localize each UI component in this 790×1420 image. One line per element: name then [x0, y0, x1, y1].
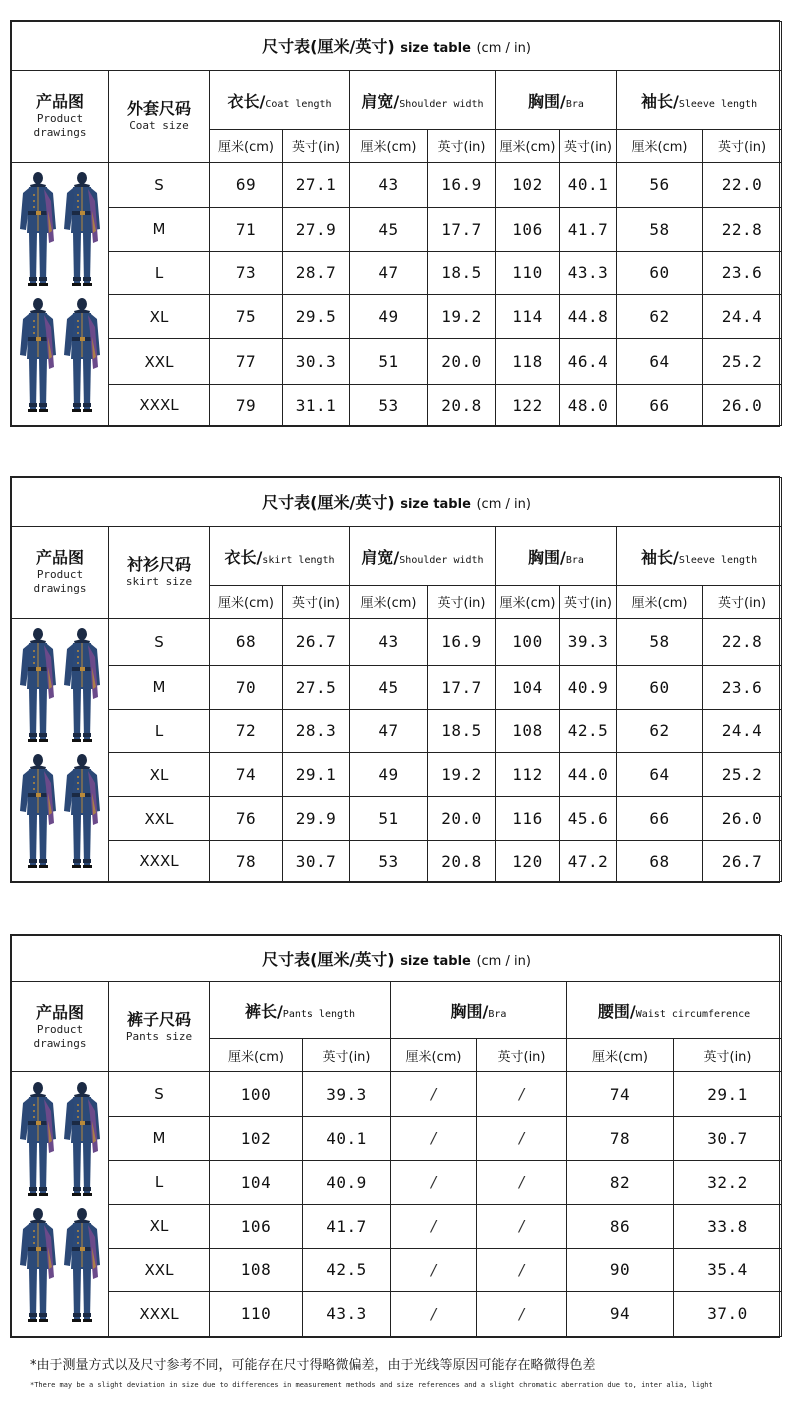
table-row [12, 1160, 782, 1204]
value-cell: 60 [617, 251, 703, 295]
value-cell: 29.9 [283, 797, 350, 841]
value-cell: 53 [350, 841, 428, 882]
value-cell: 40.9 [560, 665, 617, 709]
value-cell: 82 [567, 1160, 674, 1204]
col-header-skirt-length: 衣长/skirt length [210, 526, 350, 585]
value-cell: 72 [210, 709, 283, 753]
value-cell: 27.1 [283, 162, 350, 207]
value-cell: 17.7 [428, 665, 496, 709]
unit-cm: 厘米(cm) [496, 130, 560, 163]
value-cell: 118 [496, 339, 560, 385]
table-title: 尺寸表(厘米/英寸) size table (cm / in) [12, 478, 782, 527]
value-cell: 44.8 [560, 295, 617, 339]
unit-in: 英寸(in) [303, 1039, 391, 1072]
unit-cm: 厘米(cm) [391, 1039, 477, 1072]
value-cell: 102 [210, 1117, 303, 1160]
table-row [12, 665, 782, 709]
value-cell: 32.2 [674, 1160, 782, 1204]
value-cell: 30.7 [674, 1117, 782, 1160]
value-cell: 58 [617, 618, 703, 665]
value-cell: 106 [210, 1204, 303, 1248]
value-cell: 43.3 [560, 251, 617, 295]
value-cell: 46.4 [560, 339, 617, 385]
size-label: L [109, 1160, 210, 1204]
unit-in: 英寸(in) [283, 130, 350, 163]
value-cell: 64 [617, 753, 703, 797]
value-cell: 22.8 [703, 207, 782, 251]
value-cell: 112 [496, 753, 560, 797]
size-table-pants [10, 934, 780, 1338]
value-cell: 110 [496, 251, 560, 295]
table-row [12, 385, 782, 426]
value-cell: 26.0 [703, 385, 782, 426]
unit-cm: 厘米(cm) [210, 586, 283, 619]
footnote-cn: *由于测量方式以及尺寸参考不同，可能存在尺寸得略微偏差，由于光线等原因可能存在略微得色差 [30, 1358, 596, 1373]
value-cell: 16.9 [428, 618, 496, 665]
value-cell: / [477, 1204, 567, 1248]
value-cell: 25.2 [703, 339, 782, 385]
table-row [12, 1117, 782, 1160]
col-header-sleeve-length: 袖长/Sleeve length [617, 526, 782, 585]
value-cell: 33.8 [674, 1204, 782, 1248]
value-cell: 20.8 [428, 841, 496, 882]
value-cell: 30.7 [283, 841, 350, 882]
size-table-coat [10, 20, 780, 427]
unit-in: 英寸(in) [428, 130, 496, 163]
value-cell: 26.7 [283, 618, 350, 665]
table-row [12, 797, 782, 841]
col-header-coat-length: 衣长/Coat length [210, 70, 350, 129]
size-label: XL [109, 295, 210, 339]
unit-in: 英寸(in) [703, 586, 782, 619]
table-row [12, 1291, 782, 1336]
value-cell: 77 [210, 339, 283, 385]
value-cell: 86 [567, 1204, 674, 1248]
value-cell: 69 [210, 162, 283, 207]
table-title: 尺寸表(厘米/英寸) size table (cm / in) [12, 22, 782, 71]
footnote-en: *There may be a slight deviation in size due to differences in measurement methods and size references and a slight chromatic aberration due to, inter alia, light [30, 1381, 713, 1389]
value-cell: 28.7 [283, 251, 350, 295]
value-cell: / [477, 1117, 567, 1160]
unit-cm: 厘米(cm) [210, 1039, 303, 1072]
value-cell: 110 [210, 1291, 303, 1336]
value-cell: / [477, 1072, 567, 1117]
table-row [12, 251, 782, 295]
value-cell: 28.3 [283, 709, 350, 753]
value-cell: 42.5 [303, 1248, 391, 1291]
value-cell: 22.0 [703, 162, 782, 207]
value-cell: 42.5 [560, 709, 617, 753]
value-cell: 45 [350, 665, 428, 709]
size-header: 裤子尺码 Pants size [109, 982, 210, 1072]
value-cell: 74 [567, 1072, 674, 1117]
value-cell: 25.2 [703, 753, 782, 797]
value-cell: 78 [210, 841, 283, 882]
value-cell: 20.0 [428, 339, 496, 385]
value-cell: 39.3 [560, 618, 617, 665]
product-image [12, 162, 109, 425]
value-cell: / [391, 1160, 477, 1204]
product-image [12, 618, 109, 881]
col-header-shoulder-width: 肩宽/Shoulder width [350, 70, 496, 129]
unit-in: 英寸(in) [477, 1039, 567, 1072]
size-label: M [109, 665, 210, 709]
value-cell: 78 [567, 1117, 674, 1160]
value-cell: 40.1 [560, 162, 617, 207]
size-label: XXL [109, 1248, 210, 1291]
unit-cm: 厘米(cm) [567, 1039, 674, 1072]
size-label: XXL [109, 797, 210, 841]
size-header: 衬衫尺码 skirt size [109, 526, 210, 618]
value-cell: 100 [210, 1072, 303, 1117]
table-row [12, 207, 782, 251]
value-cell: 47 [350, 251, 428, 295]
value-cell: 19.2 [428, 753, 496, 797]
value-cell: 40.9 [303, 1160, 391, 1204]
size-label: XL [109, 753, 210, 797]
value-cell: 43 [350, 618, 428, 665]
value-cell: 71 [210, 207, 283, 251]
value-cell: 60 [617, 665, 703, 709]
value-cell: / [391, 1204, 477, 1248]
value-cell: 23.6 [703, 251, 782, 295]
value-cell: 19.2 [428, 295, 496, 339]
value-cell: 26.0 [703, 797, 782, 841]
value-cell: 45.6 [560, 797, 617, 841]
value-cell: 41.7 [560, 207, 617, 251]
size-label: M [109, 1117, 210, 1160]
value-cell: 47 [350, 709, 428, 753]
col-header-bra: 胸围/Bra [496, 70, 617, 129]
value-cell: 108 [210, 1248, 303, 1291]
size-table-shirt [10, 476, 780, 883]
value-cell: 40.1 [303, 1117, 391, 1160]
value-cell: 16.9 [428, 162, 496, 207]
value-cell: 122 [496, 385, 560, 426]
value-cell: 68 [210, 618, 283, 665]
value-cell: 43 [350, 162, 428, 207]
value-cell: / [391, 1248, 477, 1291]
unit-in: 英寸(in) [560, 130, 617, 163]
value-cell: 74 [210, 753, 283, 797]
value-cell: 45 [350, 207, 428, 251]
value-cell: / [477, 1248, 567, 1291]
table-row [12, 339, 782, 385]
value-cell: 49 [350, 753, 428, 797]
size-label: XXXL [109, 841, 210, 882]
value-cell: / [391, 1117, 477, 1160]
col-header-sleeve-length: 袖长/Sleeve length [617, 70, 782, 129]
value-cell: 114 [496, 295, 560, 339]
table-row [12, 1248, 782, 1291]
unit-in: 英寸(in) [428, 586, 496, 619]
value-cell: 66 [617, 797, 703, 841]
table-row [12, 1072, 782, 1117]
unit-in: 英寸(in) [674, 1039, 782, 1072]
value-cell: / [477, 1291, 567, 1336]
value-cell: 18.5 [428, 251, 496, 295]
value-cell: 90 [567, 1248, 674, 1291]
col-header-waist: 腰围/Waist circumference [567, 982, 782, 1039]
value-cell: 18.5 [428, 709, 496, 753]
product-drawings-header: 产品图 Product drawings [12, 526, 109, 618]
value-cell: 108 [496, 709, 560, 753]
value-cell: 102 [496, 162, 560, 207]
value-cell: 22.8 [703, 618, 782, 665]
col-header-bra: 胸围/Bra [391, 982, 567, 1039]
size-label: L [109, 251, 210, 295]
table-row [12, 709, 782, 753]
value-cell: 44.0 [560, 753, 617, 797]
value-cell: 27.9 [283, 207, 350, 251]
value-cell: 39.3 [303, 1072, 391, 1117]
value-cell: 79 [210, 385, 283, 426]
size-label: S [109, 1072, 210, 1117]
value-cell: 51 [350, 797, 428, 841]
value-cell: 17.7 [428, 207, 496, 251]
value-cell: 66 [617, 385, 703, 426]
table-row [12, 295, 782, 339]
value-cell: 24.4 [703, 295, 782, 339]
value-cell: 75 [210, 295, 283, 339]
value-cell: 68 [617, 841, 703, 882]
table-row [12, 618, 782, 665]
table-row [12, 841, 782, 882]
table-row [12, 753, 782, 797]
unit-cm: 厘米(cm) [496, 586, 560, 619]
value-cell: 26.7 [703, 841, 782, 882]
value-cell: 73 [210, 251, 283, 295]
value-cell: 94 [567, 1291, 674, 1336]
value-cell: 49 [350, 295, 428, 339]
table-title: 尺寸表(厘米/英寸) size table (cm / in) [12, 936, 782, 982]
value-cell: 58 [617, 207, 703, 251]
value-cell: 24.4 [703, 709, 782, 753]
value-cell: 20.8 [428, 385, 496, 426]
value-cell: 104 [496, 665, 560, 709]
value-cell: 53 [350, 385, 428, 426]
value-cell: 104 [210, 1160, 303, 1204]
value-cell: 62 [617, 295, 703, 339]
col-header-shoulder-width: 肩宽/Shoulder width [350, 526, 496, 585]
unit-cm: 厘米(cm) [210, 130, 283, 163]
value-cell: 43.3 [303, 1291, 391, 1336]
value-cell: 62 [617, 709, 703, 753]
unit-cm: 厘米(cm) [617, 130, 703, 163]
size-label: XXXL [109, 385, 210, 426]
unit-in: 英寸(in) [703, 130, 782, 163]
value-cell: 35.4 [674, 1248, 782, 1291]
value-cell: / [391, 1072, 477, 1117]
value-cell: 29.5 [283, 295, 350, 339]
value-cell: 30.3 [283, 339, 350, 385]
value-cell: 37.0 [674, 1291, 782, 1336]
unit-cm: 厘米(cm) [350, 586, 428, 619]
unit-cm: 厘米(cm) [350, 130, 428, 163]
value-cell: 27.5 [283, 665, 350, 709]
unit-in: 英寸(in) [283, 586, 350, 619]
value-cell: / [477, 1160, 567, 1204]
value-cell: 106 [496, 207, 560, 251]
size-label: XXL [109, 339, 210, 385]
value-cell: 48.0 [560, 385, 617, 426]
value-cell: 116 [496, 797, 560, 841]
size-label: M [109, 207, 210, 251]
unit-cm: 厘米(cm) [617, 586, 703, 619]
value-cell: / [391, 1291, 477, 1336]
value-cell: 20.0 [428, 797, 496, 841]
value-cell: 29.1 [283, 753, 350, 797]
value-cell: 100 [496, 618, 560, 665]
value-cell: 51 [350, 339, 428, 385]
table-row [12, 1204, 782, 1248]
value-cell: 64 [617, 339, 703, 385]
value-cell: 70 [210, 665, 283, 709]
value-cell: 29.1 [674, 1072, 782, 1117]
unit-in: 英寸(in) [560, 586, 617, 619]
col-header-pants-length: 裤长/Pants length [210, 982, 391, 1039]
size-label: XXXL [109, 1291, 210, 1336]
value-cell: 120 [496, 841, 560, 882]
value-cell: 31.1 [283, 385, 350, 426]
product-drawings-header: 产品图 Product drawings [12, 70, 109, 162]
value-cell: 76 [210, 797, 283, 841]
product-drawings-header: 产品图 Product drawings [12, 982, 109, 1072]
size-label: S [109, 162, 210, 207]
value-cell: 56 [617, 162, 703, 207]
col-header-bra: 胸围/Bra [496, 526, 617, 585]
size-header: 外套尺码 Coat size [109, 70, 210, 162]
table-row [12, 162, 782, 207]
value-cell: 47.2 [560, 841, 617, 882]
size-label: XL [109, 1204, 210, 1248]
value-cell: 41.7 [303, 1204, 391, 1248]
value-cell: 23.6 [703, 665, 782, 709]
size-label: S [109, 618, 210, 665]
size-label: L [109, 709, 210, 753]
product-image [12, 1072, 109, 1337]
